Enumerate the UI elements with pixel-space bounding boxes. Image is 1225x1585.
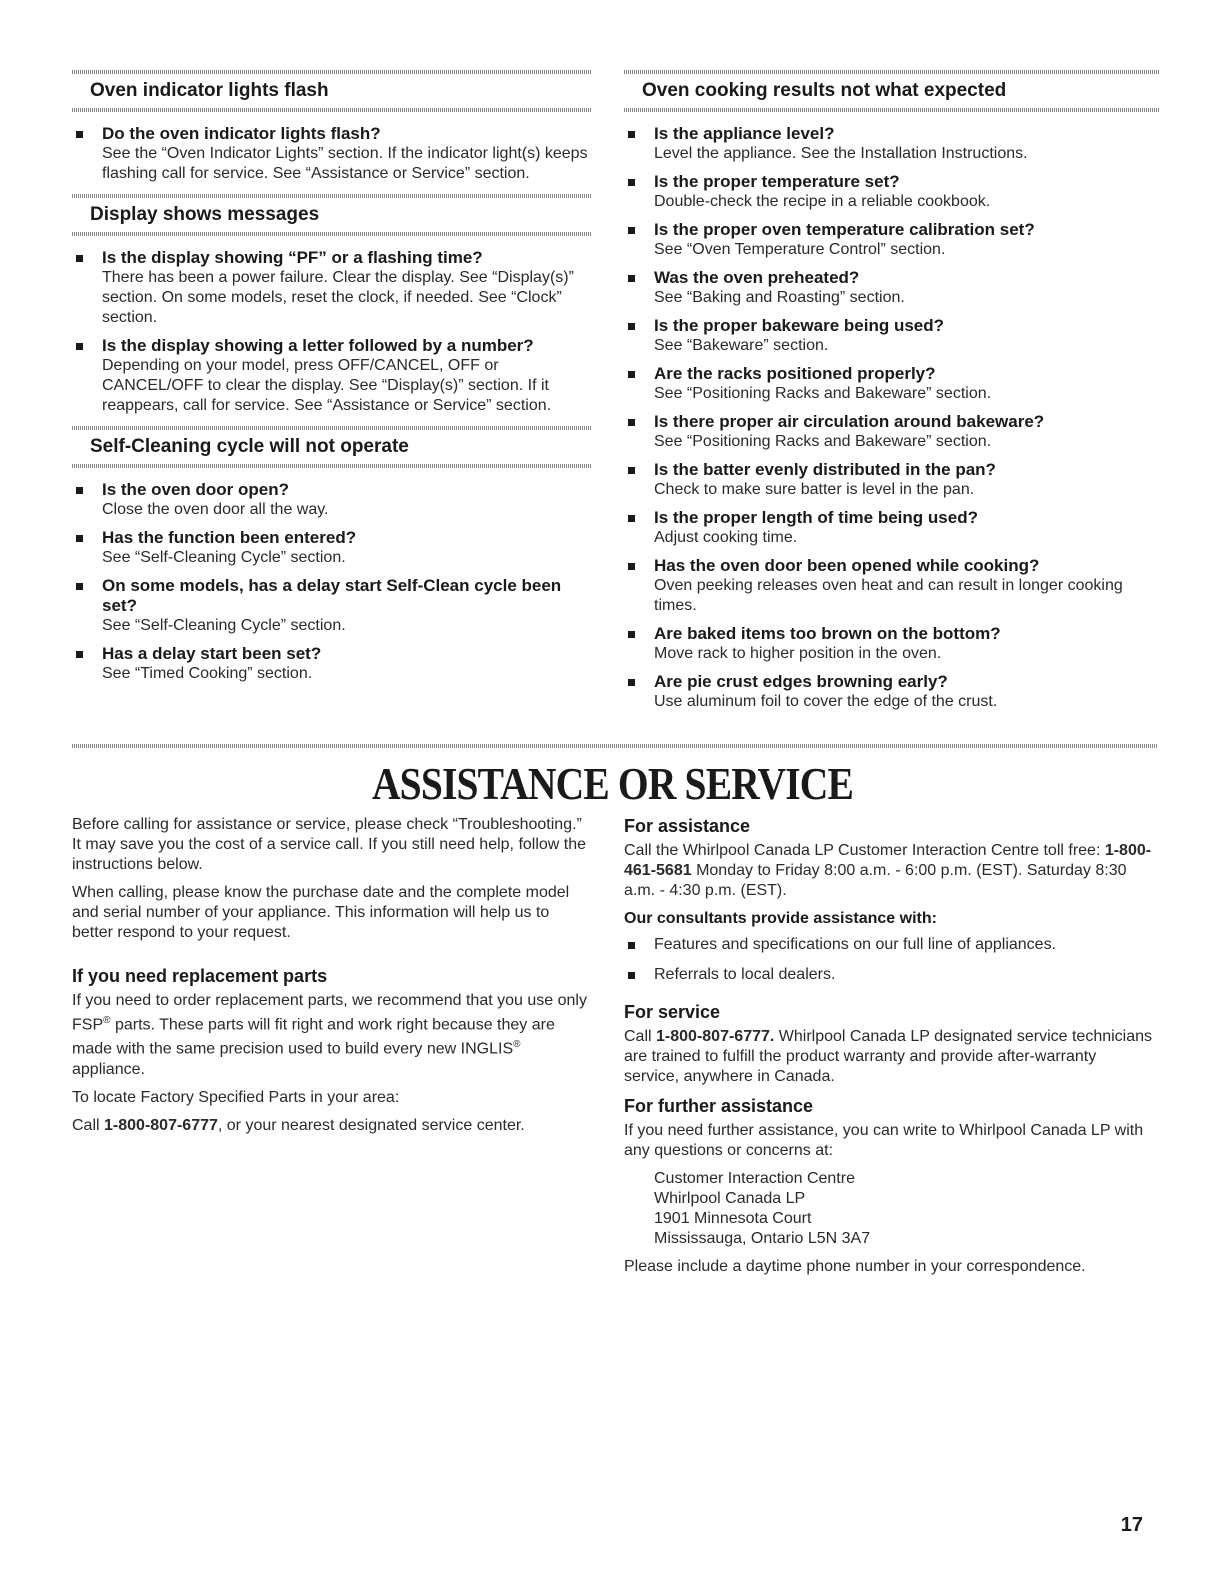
intro-paragraph: When calling, please know the purchase date and the complete model and serial number of your appliance. This information will help us to better respond to your request. xyxy=(72,884,570,941)
question-item xyxy=(624,316,1159,356)
question-item xyxy=(72,480,592,520)
question-answer: See “Self-Cleaning Cycle” section. xyxy=(102,617,346,634)
bullet-square-icon xyxy=(76,131,83,138)
for-service-paragraph xyxy=(624,1027,1154,1087)
question-title: Are the racks positioned properly? xyxy=(654,364,936,383)
for-service-heading: For service xyxy=(624,1002,721,1022)
troubleshooting-left-column xyxy=(72,70,592,694)
text-fragment: parts. These parts will fit right and work right because they are made with the same precision used to build every new INGLIS xyxy=(72,1016,555,1058)
text-fragment: appliance. xyxy=(72,1060,145,1078)
service-phone-number: 1-800-807-6777. xyxy=(656,1028,775,1045)
section-rule-bottom xyxy=(72,232,592,236)
question-item xyxy=(624,172,1159,212)
text-fragment: , or your nearest designated service center. xyxy=(217,1116,525,1134)
mailing-address xyxy=(654,1169,1154,1249)
bullet-square-icon xyxy=(76,343,83,350)
question-item xyxy=(72,248,592,328)
question-answer: Level the appliance. See the Installation Instructions. xyxy=(654,145,1028,162)
question-title: Is the display showing “PF” or a flashing time? xyxy=(102,248,483,267)
text-fragment: If you need to order replacement parts, we recommend that you use only FSP xyxy=(72,992,587,1034)
section-rule-top xyxy=(72,194,592,198)
bullet-square-icon xyxy=(76,583,83,590)
address-line: 1901 Minnesota Court xyxy=(654,1210,812,1227)
section-display-messages xyxy=(72,194,592,416)
further-assistance-heading: For further assistance xyxy=(624,1096,814,1116)
question-item xyxy=(72,528,592,568)
question-answer: See “Baking and Roasting” section. xyxy=(654,289,905,306)
question-item xyxy=(72,644,592,684)
for-assistance-heading: For assistance xyxy=(624,816,751,836)
question-title: Has the oven door been opened while cooking? xyxy=(654,556,1040,575)
bullet-square-icon xyxy=(628,419,635,426)
question-title: Are baked items too brown on the bottom? xyxy=(654,624,1001,643)
question-item xyxy=(624,624,1159,664)
bullet-square-icon xyxy=(628,179,635,186)
bullet-square-icon xyxy=(628,631,635,638)
closing-paragraph: Please include a daytime phone number in your correspondence. xyxy=(624,1258,1086,1275)
question-answer: Close the oven door all the way. xyxy=(102,501,329,518)
for-assistance-paragraph xyxy=(624,841,1154,901)
question-answer: Use aluminum foil to cover the edge of the crust. xyxy=(654,693,998,710)
question-item xyxy=(72,124,592,184)
section-heading: Oven cooking results not what expected xyxy=(642,80,1007,101)
page-divider-rule xyxy=(72,744,1157,748)
question-answer: Oven peeking releases oven heat and can result in longer cooking times. xyxy=(654,577,1123,614)
question-item xyxy=(624,412,1159,452)
bullet-square-icon xyxy=(76,535,83,542)
locate-parts-paragraph: To locate Factory Specified Parts in your area: xyxy=(72,1088,400,1106)
section-rule-bottom xyxy=(72,464,592,468)
question-item xyxy=(624,364,1159,404)
list-item-text: Features and specifications on our full line of appliances. xyxy=(654,936,1057,953)
list-item xyxy=(624,935,1154,955)
question-answer: Adjust cooking time. xyxy=(654,529,798,546)
bullet-square-icon xyxy=(628,972,635,979)
bullet-square-icon xyxy=(628,515,635,522)
question-title: Is the oven door open? xyxy=(102,480,290,499)
consultants-list xyxy=(624,935,1154,985)
question-item xyxy=(72,336,592,416)
question-item xyxy=(624,672,1159,712)
question-answer: Double-check the recipe in a reliable cookbook. xyxy=(654,193,991,210)
question-answer: See “Positioning Racks and Bakeware” section. xyxy=(654,385,992,402)
question-title: Is the appliance level? xyxy=(654,124,835,143)
question-answer: Depending on your model, press OFF/CANCEL, OFF or CANCEL/OFF to clear the display. See “Display(s)” section. If it reappears, call for service. See “Assistance or Service” section. xyxy=(102,357,552,414)
bullet-square-icon xyxy=(76,487,83,494)
question-answer: See “Oven Temperature Control” section. xyxy=(654,241,946,258)
question-answer: See the “Oven Indicator Lights” section. If the indicator light(s) keeps flashing call for service. See “Assistance or Service” section. xyxy=(102,145,588,182)
section-rule-top xyxy=(624,70,1159,74)
question-title: Is the proper oven temperature calibration set? xyxy=(654,220,1035,239)
section-rule-bottom xyxy=(72,108,592,112)
assistance-phone-number: 1-800-461-5681 xyxy=(624,842,1152,879)
section-oven-indicator-lights xyxy=(72,70,592,184)
registered-mark: ® xyxy=(513,1039,521,1051)
question-item xyxy=(624,460,1159,500)
section-self-cleaning xyxy=(72,426,592,684)
question-title: Is the proper temperature set? xyxy=(654,172,900,191)
section-heading: Display shows messages xyxy=(90,204,320,225)
assistance-left-column xyxy=(72,815,592,1144)
question-answer: See “Bakeware” section. xyxy=(654,337,829,354)
address-line: Mississauga, Ontario L5N 3A7 xyxy=(654,1230,871,1247)
troubleshooting-right-column xyxy=(624,70,1159,720)
bullet-square-icon xyxy=(76,651,83,658)
section-rule-bottom xyxy=(624,108,1159,112)
bullet-square-icon xyxy=(628,942,635,949)
text-fragment: Call xyxy=(624,1028,657,1045)
question-answer: Check to make sure batter is level in the pan. xyxy=(654,481,975,498)
consultants-heading: Our consultants provide assistance with: xyxy=(624,910,937,927)
question-title: Is the proper bakeware being used? xyxy=(654,316,945,335)
intro-paragraph: Before calling for assistance or service, please check “Troubleshooting.” It may save you the cost of a service call. If you still need help, follow the instructions below. xyxy=(72,816,587,873)
registered-mark: ® xyxy=(103,1015,111,1026)
question-title: On some models, has a delay start Self-Clean cycle been set? xyxy=(102,576,562,615)
question-item xyxy=(72,576,592,636)
question-answer: There has been a power failure. Clear the display. See “Display(s)” section. On some models, reset the clock, if needed. See “Clock” section. xyxy=(102,269,574,326)
question-item xyxy=(624,220,1159,260)
further-assistance-paragraph: If you need further assistance, you can write to Whirlpool Canada LP with any questions or concerns at: xyxy=(624,1122,1144,1159)
section-rule-top xyxy=(72,70,592,74)
text-fragment: Call xyxy=(72,1116,105,1134)
call-parts-paragraph xyxy=(72,1116,592,1136)
question-title: Is the proper length of time being used? xyxy=(654,508,978,527)
page-number: 17 xyxy=(1120,1514,1143,1536)
bullet-square-icon xyxy=(628,227,635,234)
bullet-square-icon xyxy=(628,563,635,570)
bullet-square-icon xyxy=(628,679,635,686)
replacement-parts-heading: If you need replacement parts xyxy=(72,966,328,986)
question-answer: Move rack to higher position in the oven. xyxy=(654,645,942,662)
question-title: Do the oven indicator lights flash? xyxy=(102,124,381,143)
question-answer: See “Timed Cooking” section. xyxy=(102,665,313,682)
question-answer: See “Positioning Racks and Bakeware” section. xyxy=(654,433,992,450)
question-item xyxy=(624,556,1159,616)
replacement-parts-paragraph xyxy=(72,991,592,1080)
section-heading: Self-Cleaning cycle will not operate xyxy=(90,436,409,457)
question-title: Are pie crust edges browning early? xyxy=(654,672,948,691)
bullet-square-icon xyxy=(628,323,635,330)
list-item xyxy=(624,965,1154,985)
bullet-square-icon xyxy=(628,131,635,138)
section-heading: Oven indicator lights flash xyxy=(90,80,329,101)
question-title: Is the display showing a letter followed by a number? xyxy=(102,336,534,355)
question-item xyxy=(624,508,1159,548)
parts-phone-number: 1-800-807-6777 xyxy=(104,1116,218,1134)
address-line: Whirlpool Canada LP xyxy=(654,1190,806,1207)
text-fragment: Monday to Friday 8:00 a.m. - 6:00 p.m. (EST). Saturday 8:30 a.m. - 4:30 p.m. (EST). xyxy=(624,862,1127,899)
text-fragment: Whirlpool Canada LP designated service technicians are trained to fulfill the product warranty and provide after-warranty service, anywhere in Canada. xyxy=(624,1028,1153,1085)
question-title: Has a delay start been set? xyxy=(102,644,322,663)
question-item xyxy=(624,124,1159,164)
bullet-square-icon xyxy=(628,371,635,378)
section-rule-top xyxy=(72,426,592,430)
text-fragment: Call the Whirlpool Canada LP Customer Interaction Centre toll free: xyxy=(624,842,1105,859)
question-title: Was the oven preheated? xyxy=(654,268,860,287)
assistance-right-column xyxy=(624,815,1154,1285)
address-line: Customer Interaction Centre xyxy=(654,1170,855,1187)
question-item xyxy=(624,268,1159,308)
question-title: Is the batter evenly distributed in the pan? xyxy=(654,460,996,479)
question-title: Is there proper air circulation around bakeware? xyxy=(654,412,1045,431)
cooking-results-question-list xyxy=(624,124,1159,712)
page-title: ASSISTANCE OR SERVICE xyxy=(371,758,854,809)
question-title: Has the function been entered? xyxy=(102,528,357,547)
bullet-square-icon xyxy=(76,255,83,262)
question-answer: See “Self-Cleaning Cycle” section. xyxy=(102,549,346,566)
bullet-square-icon xyxy=(628,467,635,474)
list-item-text: Referrals to local dealers. xyxy=(654,966,836,983)
bullet-square-icon xyxy=(628,275,635,282)
